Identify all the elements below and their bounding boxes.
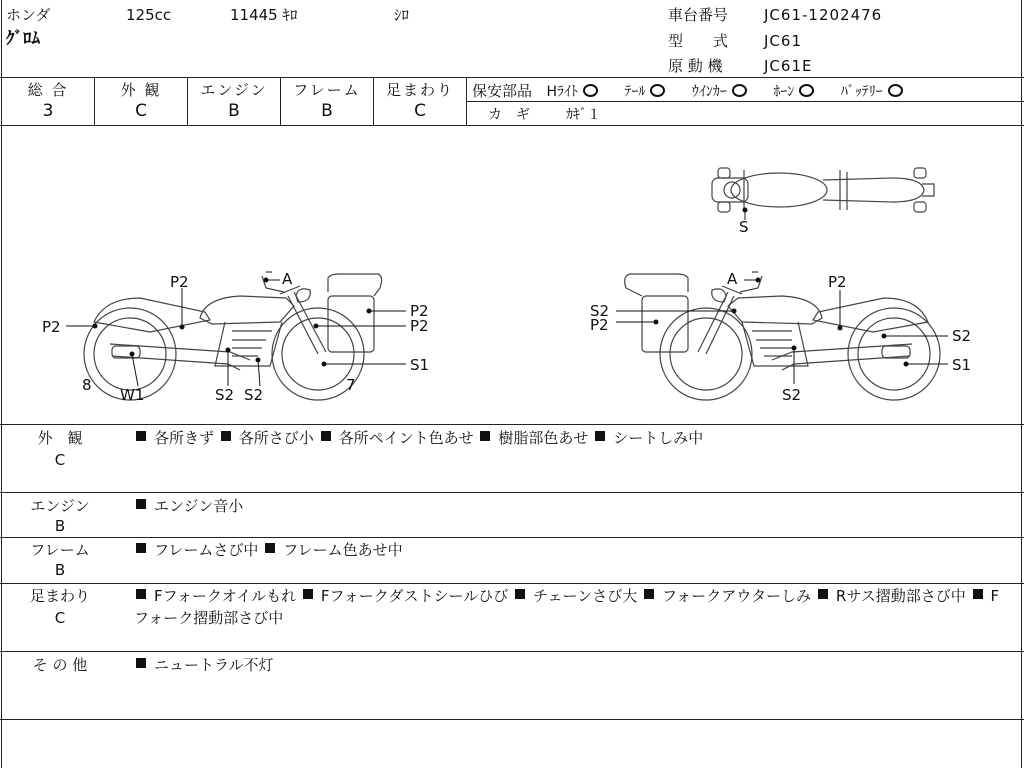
note-item: 各所きず [154,429,215,447]
damage-label: S2 [952,327,972,345]
damage-label: P2 [410,317,429,335]
key-value: ｶｷﾞ１ [566,107,601,123]
part-label: Hﾗｲﾄ [546,84,578,100]
grade-value: B [321,101,333,121]
motorcycle-top-view-icon [712,168,934,212]
bullet-icon [136,499,146,509]
damage-label: S2 [590,302,610,320]
damage-label: W1 [120,386,145,404]
grade-label: フレーム [293,81,361,99]
bullet-icon [136,658,146,668]
section-notes [134,539,1014,561]
part-horn [773,81,814,101]
section-label: 外 観 [37,429,83,447]
bullet-icon [136,543,146,553]
damage-label: P2 [42,318,61,336]
divider [0,651,1024,652]
damage-label: 7 [346,376,356,394]
section-label: そ の 他 [32,656,88,674]
chassis-number-value: JC61-1202476 [764,6,883,24]
divider [0,583,1024,584]
damage-label: S2 [215,386,235,404]
chassis-number-label: 車台番号 [668,6,729,24]
divider [0,537,1024,538]
motorcycle-left-side-icon [84,272,382,400]
divider [0,492,1024,493]
bullet-icon [303,589,313,599]
bullet-icon [136,589,146,599]
maker-name: ホンダ [6,6,51,24]
note-item: Fフォーク摺動部さび中 [134,587,1000,627]
damage-label: S [739,218,749,236]
divider [466,101,1024,102]
bullet-icon [480,431,490,441]
section-notes [134,585,1014,629]
damage-label: P2 [410,302,429,320]
note-item: エンジン音小 [154,497,244,515]
displacement: 125cc [126,6,172,24]
note-item: ニュートラル不灯 [154,656,274,674]
part-taillight [624,81,665,101]
engine-model-value: JC61E [764,57,813,75]
part-battery [841,81,903,101]
bullet-icon [595,431,605,441]
damage-label: A [282,270,293,288]
bullet-icon [265,543,275,553]
damage-label: S2 [782,386,802,404]
damage-label: P2 [170,273,189,291]
key-label: カ ギ [488,107,530,123]
bullet-icon [818,589,828,599]
note-item: Rサス摺動部さび中 [835,587,966,605]
note-item: Fフォークオイルもれ [154,587,297,605]
part-label: ｳｲﾝｶｰ [691,84,727,100]
bullet-icon [644,589,654,599]
part-label: ﾎｰﾝ [773,84,795,100]
note-item: チェーンさび大 [532,587,638,605]
bullet-icon [321,431,331,441]
ok-circle-icon [888,84,903,97]
divider [466,78,467,125]
grade-engine [188,78,280,125]
grade-label: 総 合 [27,81,69,99]
ok-circle-icon [799,84,814,97]
grade-value: B [228,101,240,121]
part-winker [692,81,747,101]
ok-circle-icon [732,84,747,97]
body-color: ｼﾛ [394,6,410,24]
grade-label: 外 観 [120,81,162,99]
note-item: 各所ペイント色あせ [338,429,474,447]
note-item: フレーム色あせ中 [283,541,403,559]
section-notes [134,427,1014,449]
note-item: 各所さび小 [238,429,314,447]
grade-overall [2,78,94,125]
model-type-label: 型 式 [668,32,729,50]
note-item: Fフォークダストシールひび [320,587,509,605]
part-headlight [546,81,598,101]
safety-parts-row [472,80,913,101]
damage-label: S2 [244,386,264,404]
safety-parts-title: 保安部品 [472,82,533,100]
bullet-icon [136,431,146,441]
bullet-icon [973,589,983,599]
damage-label: A [727,270,738,288]
damage-label: P2 [590,316,609,334]
damage-label: S1 [410,356,430,374]
part-label: ﾃｰﾙ [624,84,646,100]
engine-model-label: 原 動 機 [668,57,723,75]
bullet-icon [221,431,231,441]
section-notes [134,495,1014,517]
section-label: 足まわり [29,587,90,605]
grade-exterior [95,78,187,125]
grade-label: エンジン [200,81,268,99]
note-item: 樹脂部色あせ [498,429,589,447]
ok-circle-icon [583,84,598,97]
divider [0,719,1024,720]
note-item: フレームさび中 [154,541,259,559]
section-grade: B [54,517,66,535]
part-label: ﾊﾞｯﾃﾘｰ [840,84,883,100]
section-grade: C [54,451,66,469]
ok-circle-icon [650,84,665,97]
section-label: フレーム [30,541,90,559]
damage-label: P2 [828,273,847,291]
note-item: シートしみ中 [613,429,704,447]
grade-frame [281,78,373,125]
section-label: エンジン [30,497,90,515]
model-name: ｸﾞﾛﾑ [6,29,40,49]
note-item: フォークアウターしみ [662,587,812,605]
damage-label: 8 [82,376,92,394]
section-notes [134,654,1014,676]
bullet-icon [515,589,525,599]
damage-label: S1 [952,356,972,374]
divider [0,424,1024,425]
section-grade: B [54,561,66,579]
grade-value: C [414,101,426,121]
grade-label: 足まわり [385,81,454,99]
mileage: 11445 ｷﾛ [230,6,298,24]
model-type-value: JC61 [764,32,802,50]
grade-value: C [135,101,147,121]
grade-suspension [374,78,466,125]
grade-value: 3 [42,101,54,121]
damage-diagram [0,126,1024,424]
section-grade: C [54,609,66,627]
